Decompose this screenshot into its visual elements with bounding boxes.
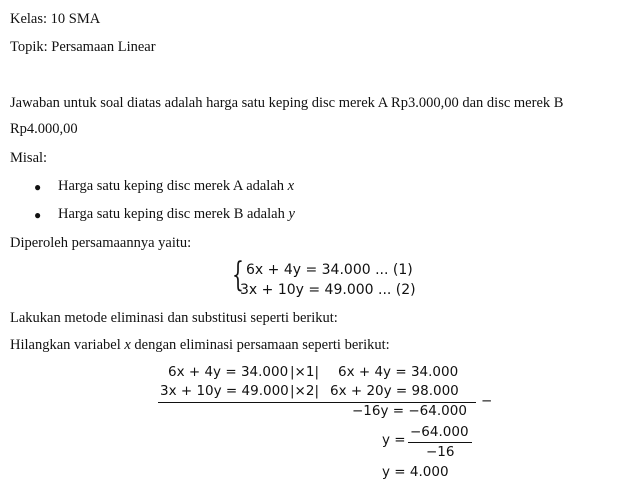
topic-line: Topik: Persamaan Linear [10,39,156,55]
system-brace: { [232,255,244,295]
list-item [58,178,294,195]
elim-minus-sign: − [481,393,493,409]
elim-row2-right: 6x + 20y = 98.000 [330,383,459,399]
elim-row2-left: 3x + 10y = 49.000 [160,383,289,399]
list-item-text: Harga satu keping disc merek B adalah [58,206,285,222]
system-intro: Diperoleh persamaannya yaitu: [10,235,192,251]
elim-result: −16y = −64.000 [352,403,467,419]
answer-line-1: Jawaban untuk soal diatas adalah harga satu keping disc merek A Rp3.000,00 dan disc merek B [10,95,564,111]
list-item-text: Harga satu keping disc merek A adalah [58,178,285,194]
system-eq-2: 3x + 10y = 49.000 ... (2) [240,282,416,298]
fraction-bar [408,442,472,443]
elim-row1-right: 6x + 4y = 34.000 [338,364,459,380]
elim-y-label: y = [382,432,406,448]
method-text-b: dengan eliminasi persamaan seperti berikut: [134,337,390,353]
list-item [58,206,295,223]
method-text-a: Hilangkan variabel [10,337,121,353]
method-line-1: Lakukan metode eliminasi dan substitusi seperti berikut: [10,310,338,326]
system-eq-1: 6x + 4y = 34.000 ... (1) [246,262,413,278]
elim-final: y = 4.000 [382,464,449,480]
list-item-var: x [287,178,295,194]
elim-numerator: −64.000 [410,424,469,440]
elim-row1-left: 6x + 4y = 34.000 [168,364,289,380]
list-item-var: y [288,206,295,222]
bullet-dot: ● [34,180,42,194]
method-line-2 [10,337,390,354]
elim-denominator: −16 [426,444,455,460]
method-var: x [124,337,131,353]
bullet-dot: ● [34,208,42,222]
elim-row1-mult: |×1| [290,364,319,380]
misal-label: Misal: [10,150,48,166]
answer-line-2: Rp4.000,00 [10,121,78,137]
class-line: Kelas: 10 SMA [10,11,101,27]
elim-row2-mult: |×2| [290,383,319,399]
